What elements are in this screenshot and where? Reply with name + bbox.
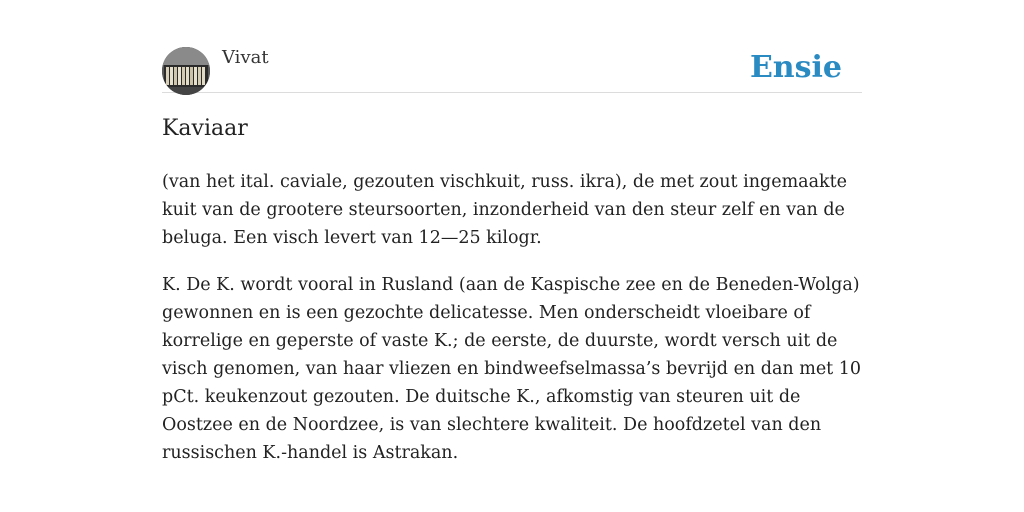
book-spines-icon — [162, 47, 210, 95]
article-paragraph: (van het ital. caviale, gezouten vischkuit, russ. ikra), de met zout ingemaakte kuit van de grootere steursoorten, inzonderheid van den steur zelf en van de beluga. Een visch levert van 12—25 kilogr. — [162, 172, 848, 248]
source-name[interactable]: Vivat — [222, 47, 269, 68]
article-card — [162, 0, 862, 512]
article-paragraph: K. De K. wordt vooral in Rusland (aan de Kaspische zee en de Beneden-Wolga) gewonnen en is een gezochte delicatesse. Men onderscheidt vloeibare of korrelige en geperste of vaste K.; de eerste, de duurste, wordt versch uit de visch genomen, van haar vliezen en bindweefselmassa’s bevrijd en dan met 10 pCt. keukenzout gezouten. De duitsche K., afkomstig van steuren uit de Oostzee en de Noordzee, is van slechtere kwaliteit. De hoofdzetel van den russischen K.-handel is Astrakan. — [162, 275, 862, 463]
brand-logo[interactable]: Ensie — [749, 50, 842, 85]
article-title: Kaviaar — [162, 116, 248, 141]
article-header — [162, 0, 862, 93]
source-avatar[interactable] — [162, 47, 210, 95]
